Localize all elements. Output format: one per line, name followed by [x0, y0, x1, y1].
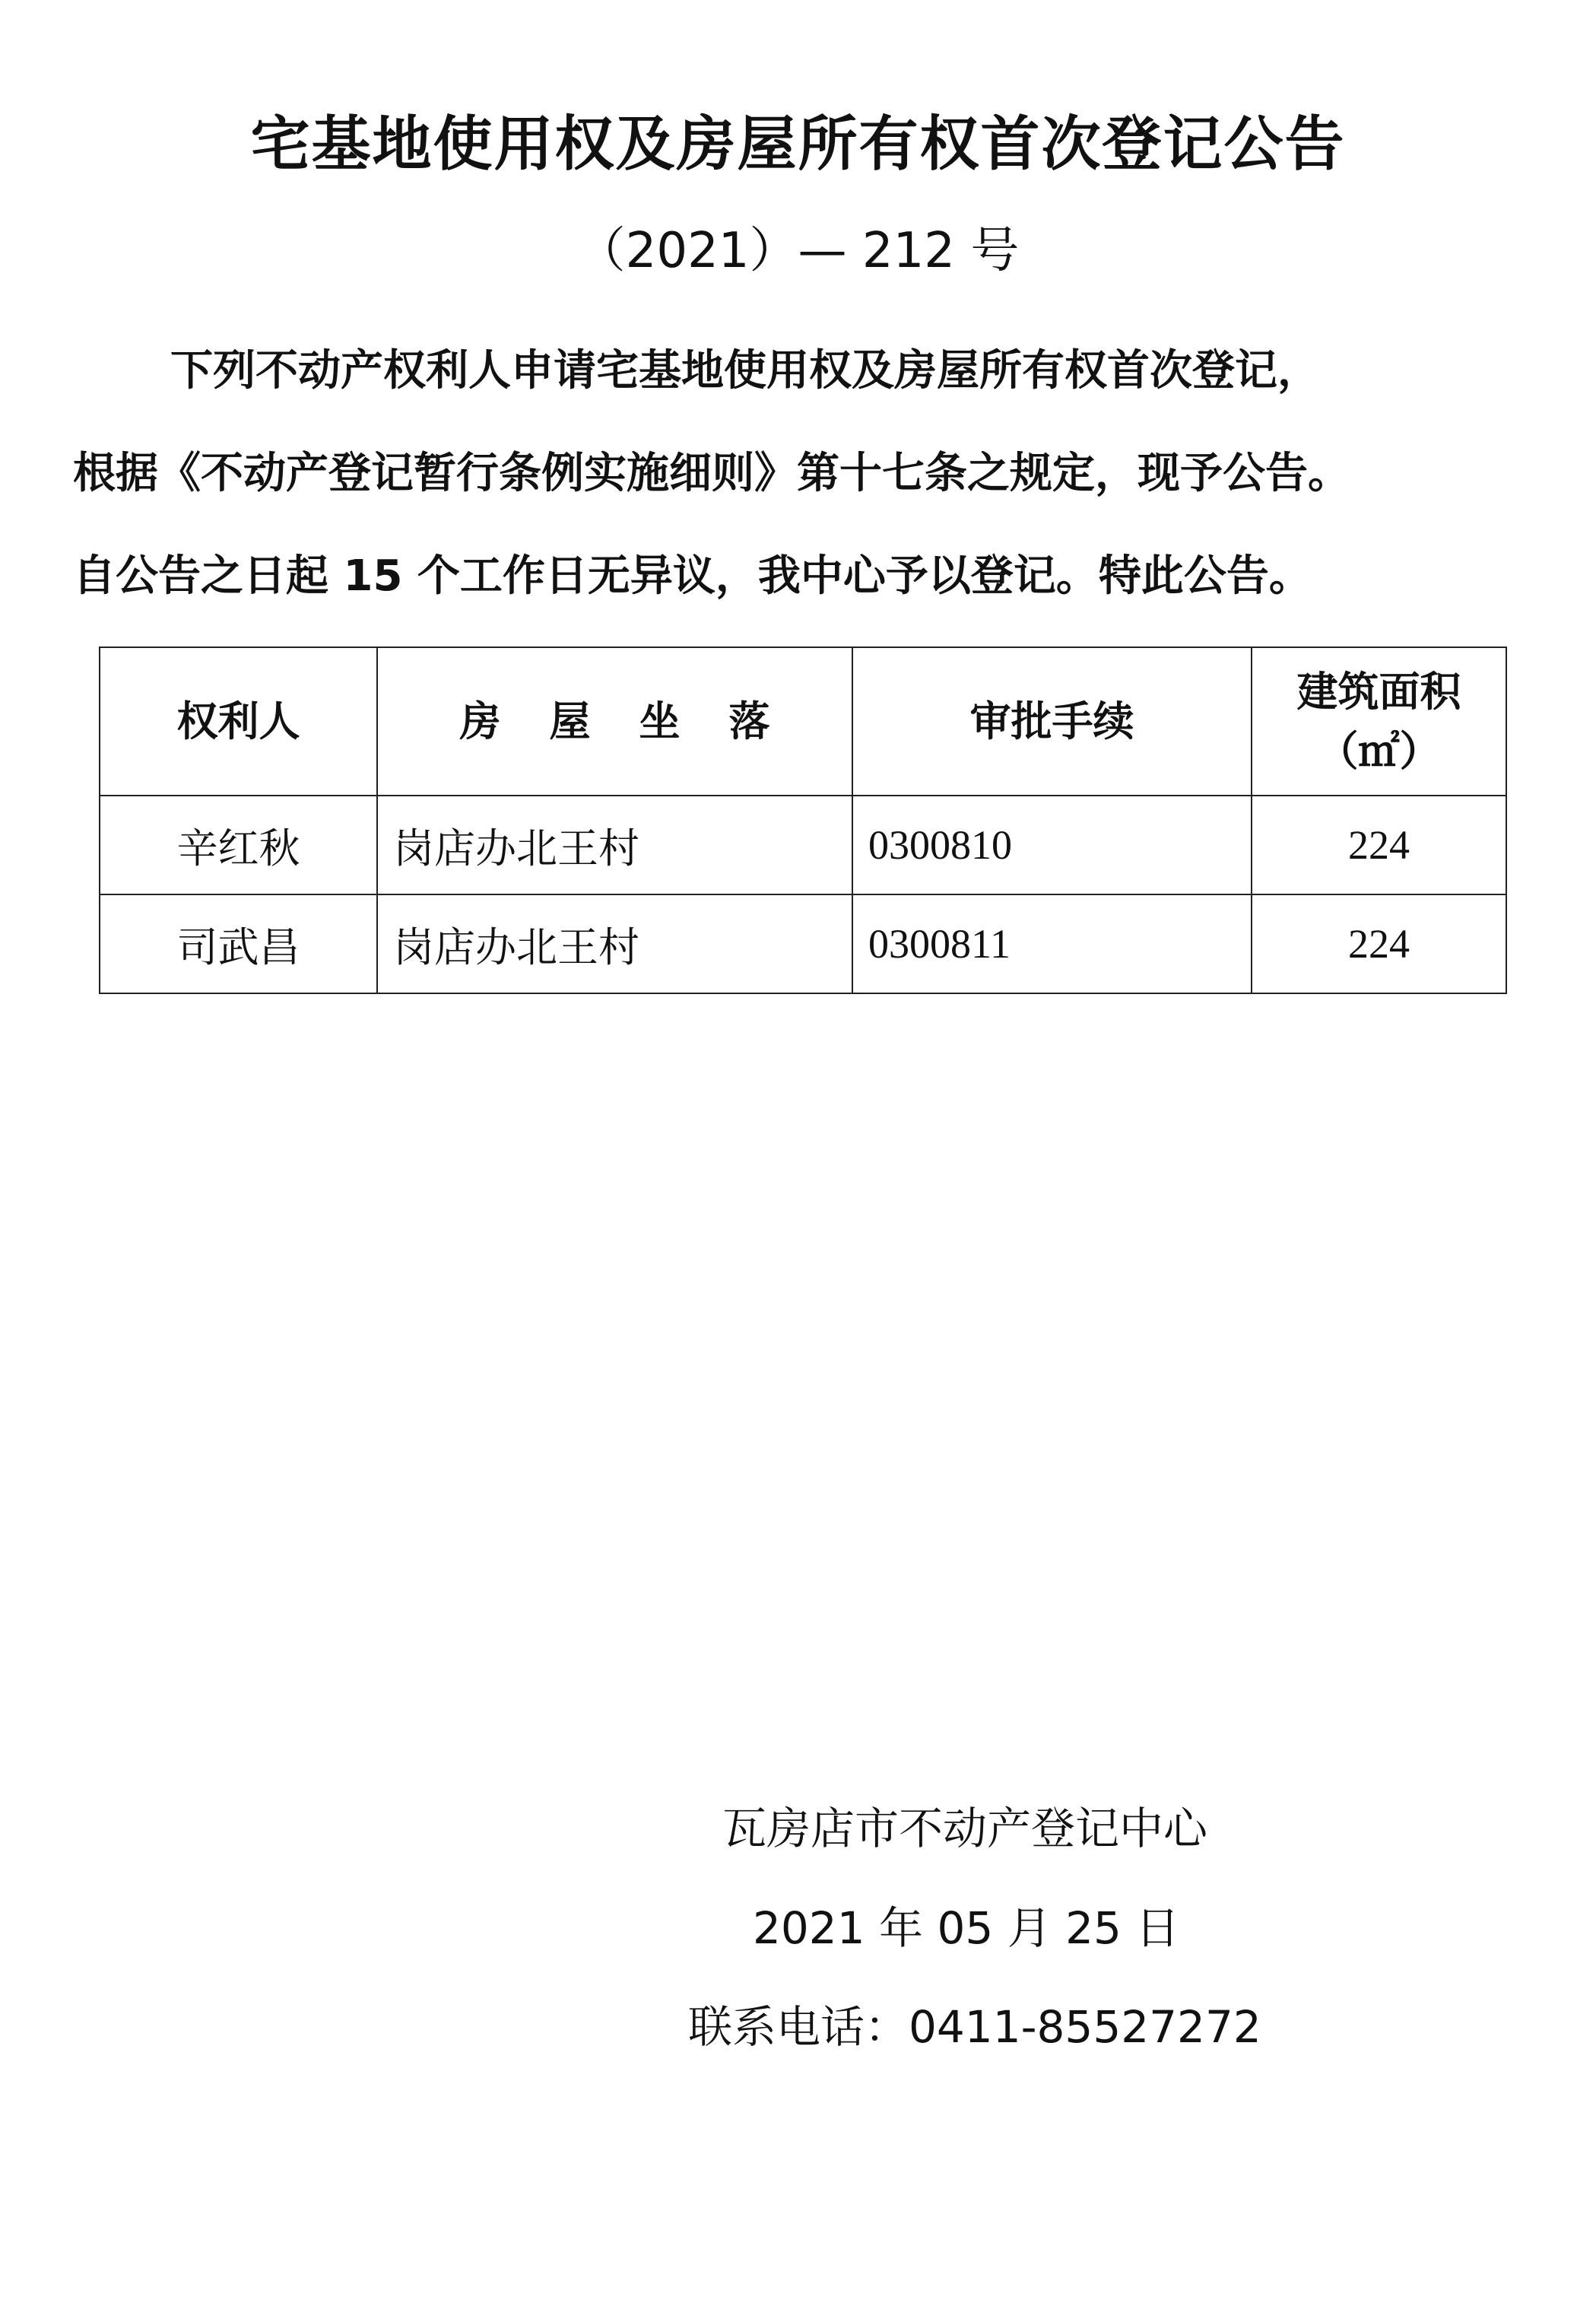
cell-owner: 辛红秋: [100, 796, 377, 894]
contact-phone: 联系电话：0411-85527272: [688, 2001, 1261, 2053]
cell-approval: 0300811: [852, 894, 1252, 993]
header-location-label: 房屋坐落: [459, 697, 819, 745]
cell-location: 岗店办北王村: [377, 796, 852, 894]
cell-owner: 司武昌: [100, 894, 377, 993]
header-area-unit: （㎡）: [1317, 726, 1441, 775]
issue-date: 2021 年 05 月 25 日: [753, 1902, 1180, 1954]
body-line: 自公告之日起 15 个工作日无异议，我中心予以登记。特此公告。: [73, 551, 1312, 601]
cell-area: 224: [1252, 894, 1506, 993]
header-location: [377, 647, 852, 796]
table-header-row: [100, 647, 1506, 796]
body-line: 根据《不动产登记暂行条例实施细则》第十七条之规定，现予公告。: [73, 449, 1350, 498]
header-area: [1252, 647, 1506, 796]
header-approval: 审批手续: [852, 647, 1252, 796]
table-row: [100, 894, 1506, 993]
header-area-label: 建筑面积: [1296, 667, 1461, 716]
cell-location: 岗店办北王村: [377, 894, 852, 993]
cell-approval: 0300810: [852, 796, 1252, 894]
notice-body: [73, 319, 1563, 627]
header-owner: 权利人: [100, 647, 377, 796]
issuing-organization: 瓦房店市不动产登记中心: [722, 1804, 1208, 1854]
document-number: （2021）— 212 号: [576, 223, 1020, 279]
registration-table: [99, 647, 1507, 994]
cell-area: 224: [1252, 796, 1506, 894]
body-line: 下列不动产权利人申请宅基地使用权及房屋所有权首次登记，: [170, 346, 1320, 396]
notice-title: 宅基地使用权及房屋所有权首次登记公告: [250, 110, 1346, 179]
table-row: [100, 796, 1506, 894]
